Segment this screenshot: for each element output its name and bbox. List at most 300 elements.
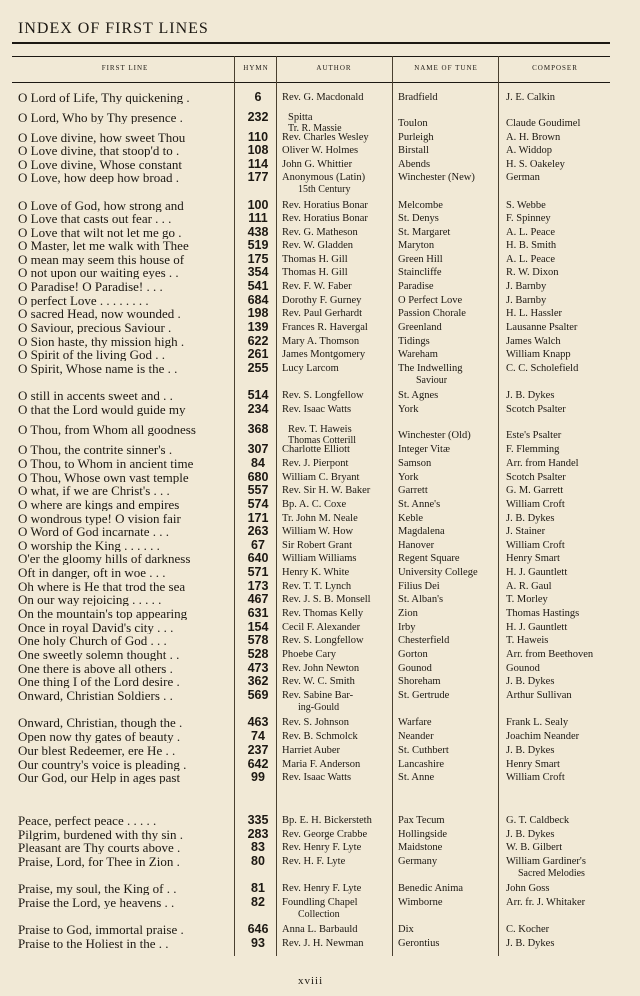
composer-cell: A. H. Brown (506, 132, 561, 143)
composer-cell: T. Morley (506, 594, 548, 605)
table-row (18, 648, 610, 661)
composer-cell: A. R. Gaul (506, 581, 552, 592)
tune-cell: Germany (398, 856, 438, 867)
composer-cell: Claude Goudimel (506, 118, 581, 129)
composer-cell: H. B. Smith (506, 240, 557, 251)
tune-cell: Melcombe (398, 200, 443, 211)
tune-cell: Birstall (398, 145, 429, 156)
first-line-cell: O Lord, Who by Thy presence . (18, 111, 183, 124)
tune-cell: Gerontius (398, 938, 440, 949)
tune-cell: Abends (398, 159, 431, 170)
hymn-number-cell: 139 (247, 321, 269, 334)
author-cell: Rev. J. H. Newman (282, 938, 364, 949)
composer-cell: G. T. Caldbeck (506, 815, 570, 826)
tune-cell: The Indwelling (398, 363, 463, 374)
author-cell: Anonymous (Latin) (282, 172, 366, 183)
tune-cell: Keble (398, 513, 424, 524)
tune-cell: Staincliffe (398, 267, 442, 278)
hymn-number-cell: 684 (247, 294, 269, 307)
first-line-cell: O Spirit, Whose name is the . . (18, 362, 178, 375)
author-cell-line2: Thomas Cotterill (288, 435, 357, 446)
first-line-cell: Pilgrim, burdened with thy sin . (18, 828, 184, 841)
hymn-number-cell: 642 (247, 758, 269, 771)
composer-cell: Arr. fr. J. Whitaker (506, 897, 586, 908)
first-line-cell: Praise the Lord, ye heavens . . (18, 896, 175, 909)
table-row (18, 471, 610, 484)
composer-cell: J. Barnby (506, 295, 547, 306)
composer-cell: H. J. Gauntlett (506, 622, 568, 633)
tune-cell: St. Agnes (398, 390, 439, 401)
author-cell: Oliver W. Holmes (282, 145, 359, 156)
table-row (18, 226, 610, 239)
author-cell: Lucy Larcom (282, 363, 339, 374)
hymn-number-cell: 175 (247, 253, 269, 266)
tune-cell: St. Alban's (398, 594, 444, 605)
first-line-cell: O wondrous type! O vision fair (18, 512, 181, 525)
table-row (18, 689, 610, 713)
table-row (18, 675, 610, 688)
first-line-cell: O Thou, the contrite sinner's . (18, 443, 173, 456)
composer-cell: J. B. Dykes (506, 745, 555, 756)
composer-cell: William Croft (506, 499, 565, 510)
author-cell: John G. Whittier (282, 159, 353, 170)
first-line-cell: O Love, how deep how broad . (18, 171, 180, 184)
hymn-number-cell: 640 (247, 552, 269, 565)
first-line-cell: O perfect Love . . . . . . . . (18, 294, 149, 307)
column-header-author: AUTHOR (316, 64, 352, 72)
first-line-cell: O what, if we are Christ's . . . (18, 484, 170, 497)
composer-cell: G. M. Garrett (506, 485, 564, 496)
table-row (18, 525, 610, 538)
table-row (18, 111, 610, 134)
composer-cell: William Knapp (506, 349, 571, 360)
tune-cell: Neander (398, 731, 434, 742)
author-cell: Dorothy F. Gurney (282, 295, 362, 306)
composer-cell: F. Flemming (506, 444, 560, 455)
first-line-cell: Onward, Christian, though the . (18, 716, 183, 729)
table-row (18, 239, 610, 252)
tune-cell: Chesterfield (398, 635, 450, 646)
author-cell: Rev. Isaac Watts (282, 772, 352, 783)
author-cell: Rev. W. Gladden (282, 240, 354, 251)
author-cell: Rev. F. W. Faber (282, 281, 352, 292)
hymn-number-cell: 6 (254, 91, 262, 104)
hymn-number-cell: 237 (247, 744, 269, 757)
hymn-number-cell: 335 (247, 814, 269, 827)
author-cell: Rev. Sir H. W. Baker (282, 485, 371, 496)
composer-cell: Henry Smart (506, 553, 560, 564)
hymn-number-cell: 354 (247, 266, 269, 279)
first-line-cell: One there is above all others . (18, 662, 173, 675)
first-line-cell: O Love that wilt not let me go . (18, 226, 182, 239)
page-number: xviii (298, 975, 324, 987)
table-row (18, 280, 610, 293)
hymn-number-cell: 680 (247, 471, 269, 484)
composer-cell: Scotch Psalter (506, 472, 566, 483)
tune-cell: Hanover (398, 540, 435, 551)
table-row (18, 199, 610, 212)
author-cell: Rev. Paul Gerhardt (282, 308, 363, 319)
first-line-cell: O Thou, to Whom in ancient time (18, 457, 194, 470)
table-row (18, 131, 610, 144)
tune-cell: Passion Chorale (398, 308, 466, 319)
first-line-cell: O Lord of Life, Thy quickening . (18, 91, 190, 104)
composer-cell: John Goss (506, 883, 550, 894)
composer-cell: J. B. Dykes (506, 513, 555, 524)
composer-cell: S. Webbe (506, 200, 546, 211)
composer-cell: J. E. Calkin (506, 92, 555, 103)
first-line-cell: One sweetly solemn thought . . (18, 648, 180, 661)
author-cell: William C. Bryant (282, 472, 360, 483)
first-line-cell: O Love divine, that stoop'd to . (18, 144, 180, 157)
composer-cell: Lausanne Psalter (506, 322, 578, 333)
author-cell: Rev. J. Pierpont (282, 458, 349, 469)
hymn-number-cell: 368 (247, 423, 269, 436)
tune-cell: Tidings (398, 336, 430, 347)
tune-cell: Hollingside (398, 829, 447, 840)
author-cell: Rev. Henry F. Lyte (282, 883, 362, 894)
hymn-number-cell: 578 (247, 634, 269, 647)
author-cell: Rev. Isaac Watts (282, 404, 352, 415)
author-cell-line2: ing-Gould (298, 702, 340, 713)
first-line-cell: O worship the King . . . . . . (18, 539, 160, 552)
table-row (18, 896, 610, 920)
tune-cell: Greenland (398, 322, 442, 333)
hymn-number-cell: 84 (251, 457, 265, 470)
first-line-cell: Praise, Lord, for Thee in Zion . (18, 855, 180, 868)
table-row (18, 266, 610, 279)
tune-cell: St. Denys (398, 213, 439, 224)
hymn-number-cell: 569 (247, 689, 269, 702)
author-cell: Rev. George Crabbe (282, 829, 368, 840)
tune-cell: Bradfield (398, 92, 438, 103)
table-row (18, 923, 610, 936)
author-cell-line2: 15th Century (298, 184, 351, 195)
hymn-number-cell: 232 (247, 111, 269, 124)
hymn-number-cell: 74 (251, 730, 265, 743)
composer-cell-line2: Sacred Melodies (518, 868, 585, 879)
composer-cell: German (506, 172, 540, 183)
composer-cell: Este's Psalter (506, 430, 562, 441)
tune-cell: University College (398, 567, 478, 578)
tune-cell: Integer Vitæ (398, 444, 450, 455)
author-cell: Rev. Henry F. Lyte (282, 842, 362, 853)
tune-cell: Garrett (398, 485, 428, 496)
author-cell: Harriet Auber (282, 745, 341, 756)
hymn-number-cell: 557 (247, 484, 269, 497)
author-cell: Rev. John Newton (282, 663, 360, 674)
tune-cell: Lancashire (398, 759, 445, 770)
column-header-tune: NAME OF TUNE (414, 64, 478, 72)
tune-cell: Samson (398, 458, 432, 469)
tune-cell: St. Margaret (398, 227, 451, 238)
tune-cell: Maryton (398, 240, 435, 251)
tune-cell: Wareham (398, 349, 438, 360)
author-cell: William W. How (282, 526, 354, 537)
hymn-number-cell: 83 (251, 841, 265, 854)
first-line-cell: O still in accents sweet and . . (18, 389, 173, 402)
table-row (18, 321, 610, 334)
table-row (18, 621, 610, 634)
composer-cell: R. W. Dixon (506, 267, 559, 278)
author-cell: Thomas H. Gill (282, 254, 348, 265)
tune-cell: Irby (398, 622, 416, 633)
author-cell: Rev. J. S. B. Monsell (282, 594, 371, 605)
author-cell: Rev. Horatius Bonar (282, 200, 368, 211)
composer-cell: J. B. Dykes (506, 676, 555, 687)
author-cell: Mary A. Thomson (282, 336, 360, 347)
hymn-number-cell: 171 (247, 512, 269, 525)
table-row (18, 744, 610, 757)
table-row (18, 443, 610, 456)
author-cell: Rev. Sabine Bar- (282, 690, 354, 701)
tune-cell: Regent Square (398, 553, 460, 564)
table-row (18, 362, 610, 386)
first-line-cell: Open now thy gates of beauty . (18, 730, 181, 743)
hymn-number-cell: 99 (251, 771, 265, 784)
table-row (18, 593, 610, 606)
column-header-hymn: HYMN (243, 64, 269, 72)
author-cell: Rev. G. Macdonald (282, 92, 364, 103)
table-row (18, 307, 610, 320)
first-line-cell: Praise to the Holiest in the . . (18, 937, 169, 950)
author-cell: Spitta (288, 112, 313, 123)
tune-cell: Winchester (Old) (398, 430, 471, 441)
composer-cell: Gounod (506, 663, 540, 674)
table-row (18, 730, 610, 743)
tune-cell: St. Anne (398, 772, 435, 783)
header-rule (12, 56, 610, 57)
author-cell: Sir Robert Grant (282, 540, 352, 551)
author-cell: Charlotte Elliott (282, 444, 350, 455)
page-title: INDEX OF FIRST LINES (18, 20, 209, 37)
author-cell: Rev. Thomas Kelly (282, 608, 364, 619)
author-cell: Maria F. Anderson (282, 759, 361, 770)
first-line-cell: O sacred Head, now wounded . (18, 307, 181, 320)
first-line-cell: O Paradise! O Paradise! . . . (18, 280, 163, 293)
composer-cell: A. L. Peace (506, 227, 555, 238)
composer-cell: W. B. Gilbert (506, 842, 563, 853)
composer-cell: Scotch Psalter (506, 404, 566, 415)
hymn-number-cell: 110 (247, 131, 269, 144)
hymn-number-cell: 574 (247, 498, 269, 511)
composer-cell: J. B. Dykes (506, 938, 555, 949)
tune-cell: Paradise (398, 281, 434, 292)
author-cell-line2: Tr. R. Massie (288, 123, 342, 134)
table-row (18, 882, 610, 895)
first-line-cell: O'er the gloomy hills of darkness (18, 552, 191, 565)
first-line-cell: Oft in danger, oft in woe . . . (18, 566, 166, 579)
hymn-number-cell: 622 (247, 335, 269, 348)
first-line-cell: O mean may seem this house of (18, 253, 185, 266)
composer-cell: Henry Smart (506, 759, 560, 770)
hymn-number-cell: 81 (251, 882, 265, 895)
first-line-cell: Onward, Christian Soldiers . . (18, 689, 173, 702)
column-header-first-line: FIRST LINE (101, 64, 149, 72)
tune-cell: Gorton (398, 649, 428, 660)
author-cell: Rev. G. Matheson (282, 227, 358, 238)
tune-cell: Pax Tecum (398, 815, 445, 826)
first-line-cell: Our God, our Help in ages past (18, 771, 181, 784)
column-header-composer: COMPOSER (532, 64, 578, 72)
hymn-number-cell: 541 (247, 280, 269, 293)
hymn-number-cell: 67 (251, 539, 265, 552)
composer-cell: J. Barnby (506, 281, 547, 292)
table-row (18, 348, 610, 361)
author-cell-line2: Collection (298, 909, 340, 920)
table-row (18, 294, 610, 307)
first-line-cell: On the mountain's top appearing (18, 607, 188, 620)
first-line-cell: O Love divine, how sweet Thou (18, 131, 186, 144)
table-row (18, 212, 610, 225)
hymn-number-cell: 82 (251, 896, 265, 909)
composer-cell: H. L. Hassler (506, 308, 562, 319)
composer-cell: A. L. Peace (506, 254, 555, 265)
first-line-cell: Oh where is He that trod the sea (18, 580, 186, 593)
composer-cell: J. B. Dykes (506, 390, 555, 401)
hymn-number-cell: 467 (247, 593, 269, 606)
author-cell: Rev. S. Longfellow (282, 635, 364, 646)
author-cell: William Williams (282, 553, 357, 564)
first-line-cell: Praise, my soul, the King of . . (18, 882, 177, 895)
table-row (18, 512, 610, 525)
table-row (18, 716, 610, 729)
hymn-number-cell: 261 (247, 348, 269, 361)
tune-cell: Shoreham (398, 676, 441, 687)
tune-cell: Warfare (398, 717, 432, 728)
table-row (18, 758, 610, 771)
author-cell: Bp. A. C. Coxe (282, 499, 347, 510)
first-line-cell: One thing I of the Lord desire . (18, 675, 180, 688)
table-row (18, 539, 610, 552)
hymn-number-cell: 571 (247, 566, 269, 579)
first-line-cell: O Saviour, precious Saviour . (18, 321, 172, 334)
table-row (18, 484, 610, 497)
author-cell: Cecil F. Alexander (282, 622, 361, 633)
title-rule (12, 42, 610, 44)
table-row (18, 423, 610, 446)
tune-cell: St. Gertrude (398, 690, 450, 701)
table-row (18, 662, 610, 675)
composer-cell: Joachim Neander (506, 731, 580, 742)
tune-cell: St. Anne's (398, 499, 441, 510)
author-cell: Rev. Horatius Bonar (282, 213, 368, 224)
first-line-cell: O Love of God, how strong and (18, 199, 184, 212)
composer-cell: H. S. Oakeley (506, 159, 565, 170)
hymn-number-cell: 528 (247, 648, 269, 661)
composer-cell: A. Widdop (506, 145, 553, 156)
table-row (18, 144, 610, 157)
composer-cell: James Walch (506, 336, 561, 347)
table-row (18, 828, 610, 841)
tune-cell: Zion (398, 608, 418, 619)
author-cell: Rev. T. T. Lynch (282, 581, 352, 592)
author-cell: Rev. S. Longfellow (282, 390, 364, 401)
composer-cell: Thomas Hastings (506, 608, 580, 619)
composer-cell: Arr. from Handel (506, 458, 579, 469)
composer-cell: F. Spinney (506, 213, 551, 224)
first-line-cell: O Love divine, Whose constant (18, 158, 183, 171)
composer-cell: J. B. Dykes (506, 829, 555, 840)
first-line-cell: Praise to God, immortal praise . (18, 923, 184, 936)
header-bottom-rule (12, 82, 610, 83)
hymn-number-cell: 93 (251, 937, 265, 950)
first-line-cell: O Word of God incarnate . . . (18, 525, 170, 538)
tune-cell: York (398, 404, 419, 415)
tune-cell: St. Cuthbert (398, 745, 449, 756)
table-row (18, 771, 610, 784)
hymn-number-cell: 307 (247, 443, 269, 456)
tune-cell: Wimborne (398, 897, 443, 908)
hymn-number-cell: 198 (247, 307, 269, 320)
table-row (18, 855, 610, 879)
hymn-number-cell: 514 (247, 389, 269, 402)
tune-cell: Benedic Anima (398, 883, 464, 894)
composer-cell: William Gardiner's (506, 856, 586, 867)
table-row (18, 634, 610, 647)
table-row (18, 457, 610, 470)
composer-cell: William Croft (506, 772, 565, 783)
first-line-cell: Pleasant are Thy courts above . (18, 841, 181, 854)
author-cell: Frances R. Havergal (282, 322, 368, 333)
table-row (18, 552, 610, 565)
composer-cell: C. Kocher (506, 924, 550, 935)
table-row (18, 171, 610, 195)
table-row (18, 158, 610, 171)
hymn-number-cell: 100 (247, 199, 269, 212)
author-cell: Thomas H. Gill (282, 267, 348, 278)
author-cell: Rev. S. Johnson (282, 717, 349, 728)
first-line-cell: O Love that casts out fear . . . (18, 212, 172, 225)
tune-cell: Maidstone (398, 842, 443, 853)
hymn-number-cell: 646 (247, 923, 269, 936)
first-line-cell: One holy Church of God . . . (18, 634, 167, 647)
hymn-number-cell: 80 (251, 855, 265, 868)
tune-cell: O Perfect Love (398, 295, 463, 306)
composer-cell: T. Haweis (506, 635, 549, 646)
hymn-number-cell: 154 (247, 621, 269, 634)
author-cell: Rev. B. Schmolck (282, 731, 358, 742)
first-line-cell: Our country's voice is pleading . (18, 758, 187, 771)
hymn-number-cell: 283 (247, 828, 269, 841)
first-line-cell: O Master, let me walk with Thee (18, 239, 189, 252)
table-row (18, 91, 610, 104)
composer-cell: Frank L. Sealy (506, 717, 569, 728)
first-line-cell: O Thou, from Whom all goodness (18, 423, 196, 436)
first-line-cell: O not upon our waiting eyes . . (18, 266, 179, 279)
composer-cell: Arr. from Beethoven (506, 649, 594, 660)
author-cell: James Montgomery (282, 349, 366, 360)
table-row (18, 580, 610, 593)
author-cell: Henry K. White (282, 567, 350, 578)
table-row (18, 498, 610, 511)
tune-cell-line2: Saviour (416, 375, 448, 386)
first-line-cell: O that the Lord would guide my (18, 403, 186, 416)
author-cell: Rev. T. Haweis (288, 424, 352, 435)
author-cell: Rev. H. F. Lyte (282, 856, 346, 867)
tune-cell: Toulon (398, 118, 428, 129)
first-line-cell: O where are kings and empires (18, 498, 180, 511)
hymn-number-cell: 362 (247, 675, 269, 688)
first-line-cell: O Spirit of the living God . . (18, 348, 165, 361)
author-cell: Rev. Charles Wesley (282, 132, 369, 143)
first-line-cell: Once in royal David's city . . . (18, 621, 174, 634)
author-cell: Bp. E. H. Bickersteth (282, 815, 372, 826)
hymn-number-cell: 114 (247, 158, 269, 171)
first-line-cell: Peace, perfect peace . . . . . (18, 814, 157, 827)
hymn-number-cell: 177 (247, 171, 269, 184)
table-row (18, 841, 610, 854)
